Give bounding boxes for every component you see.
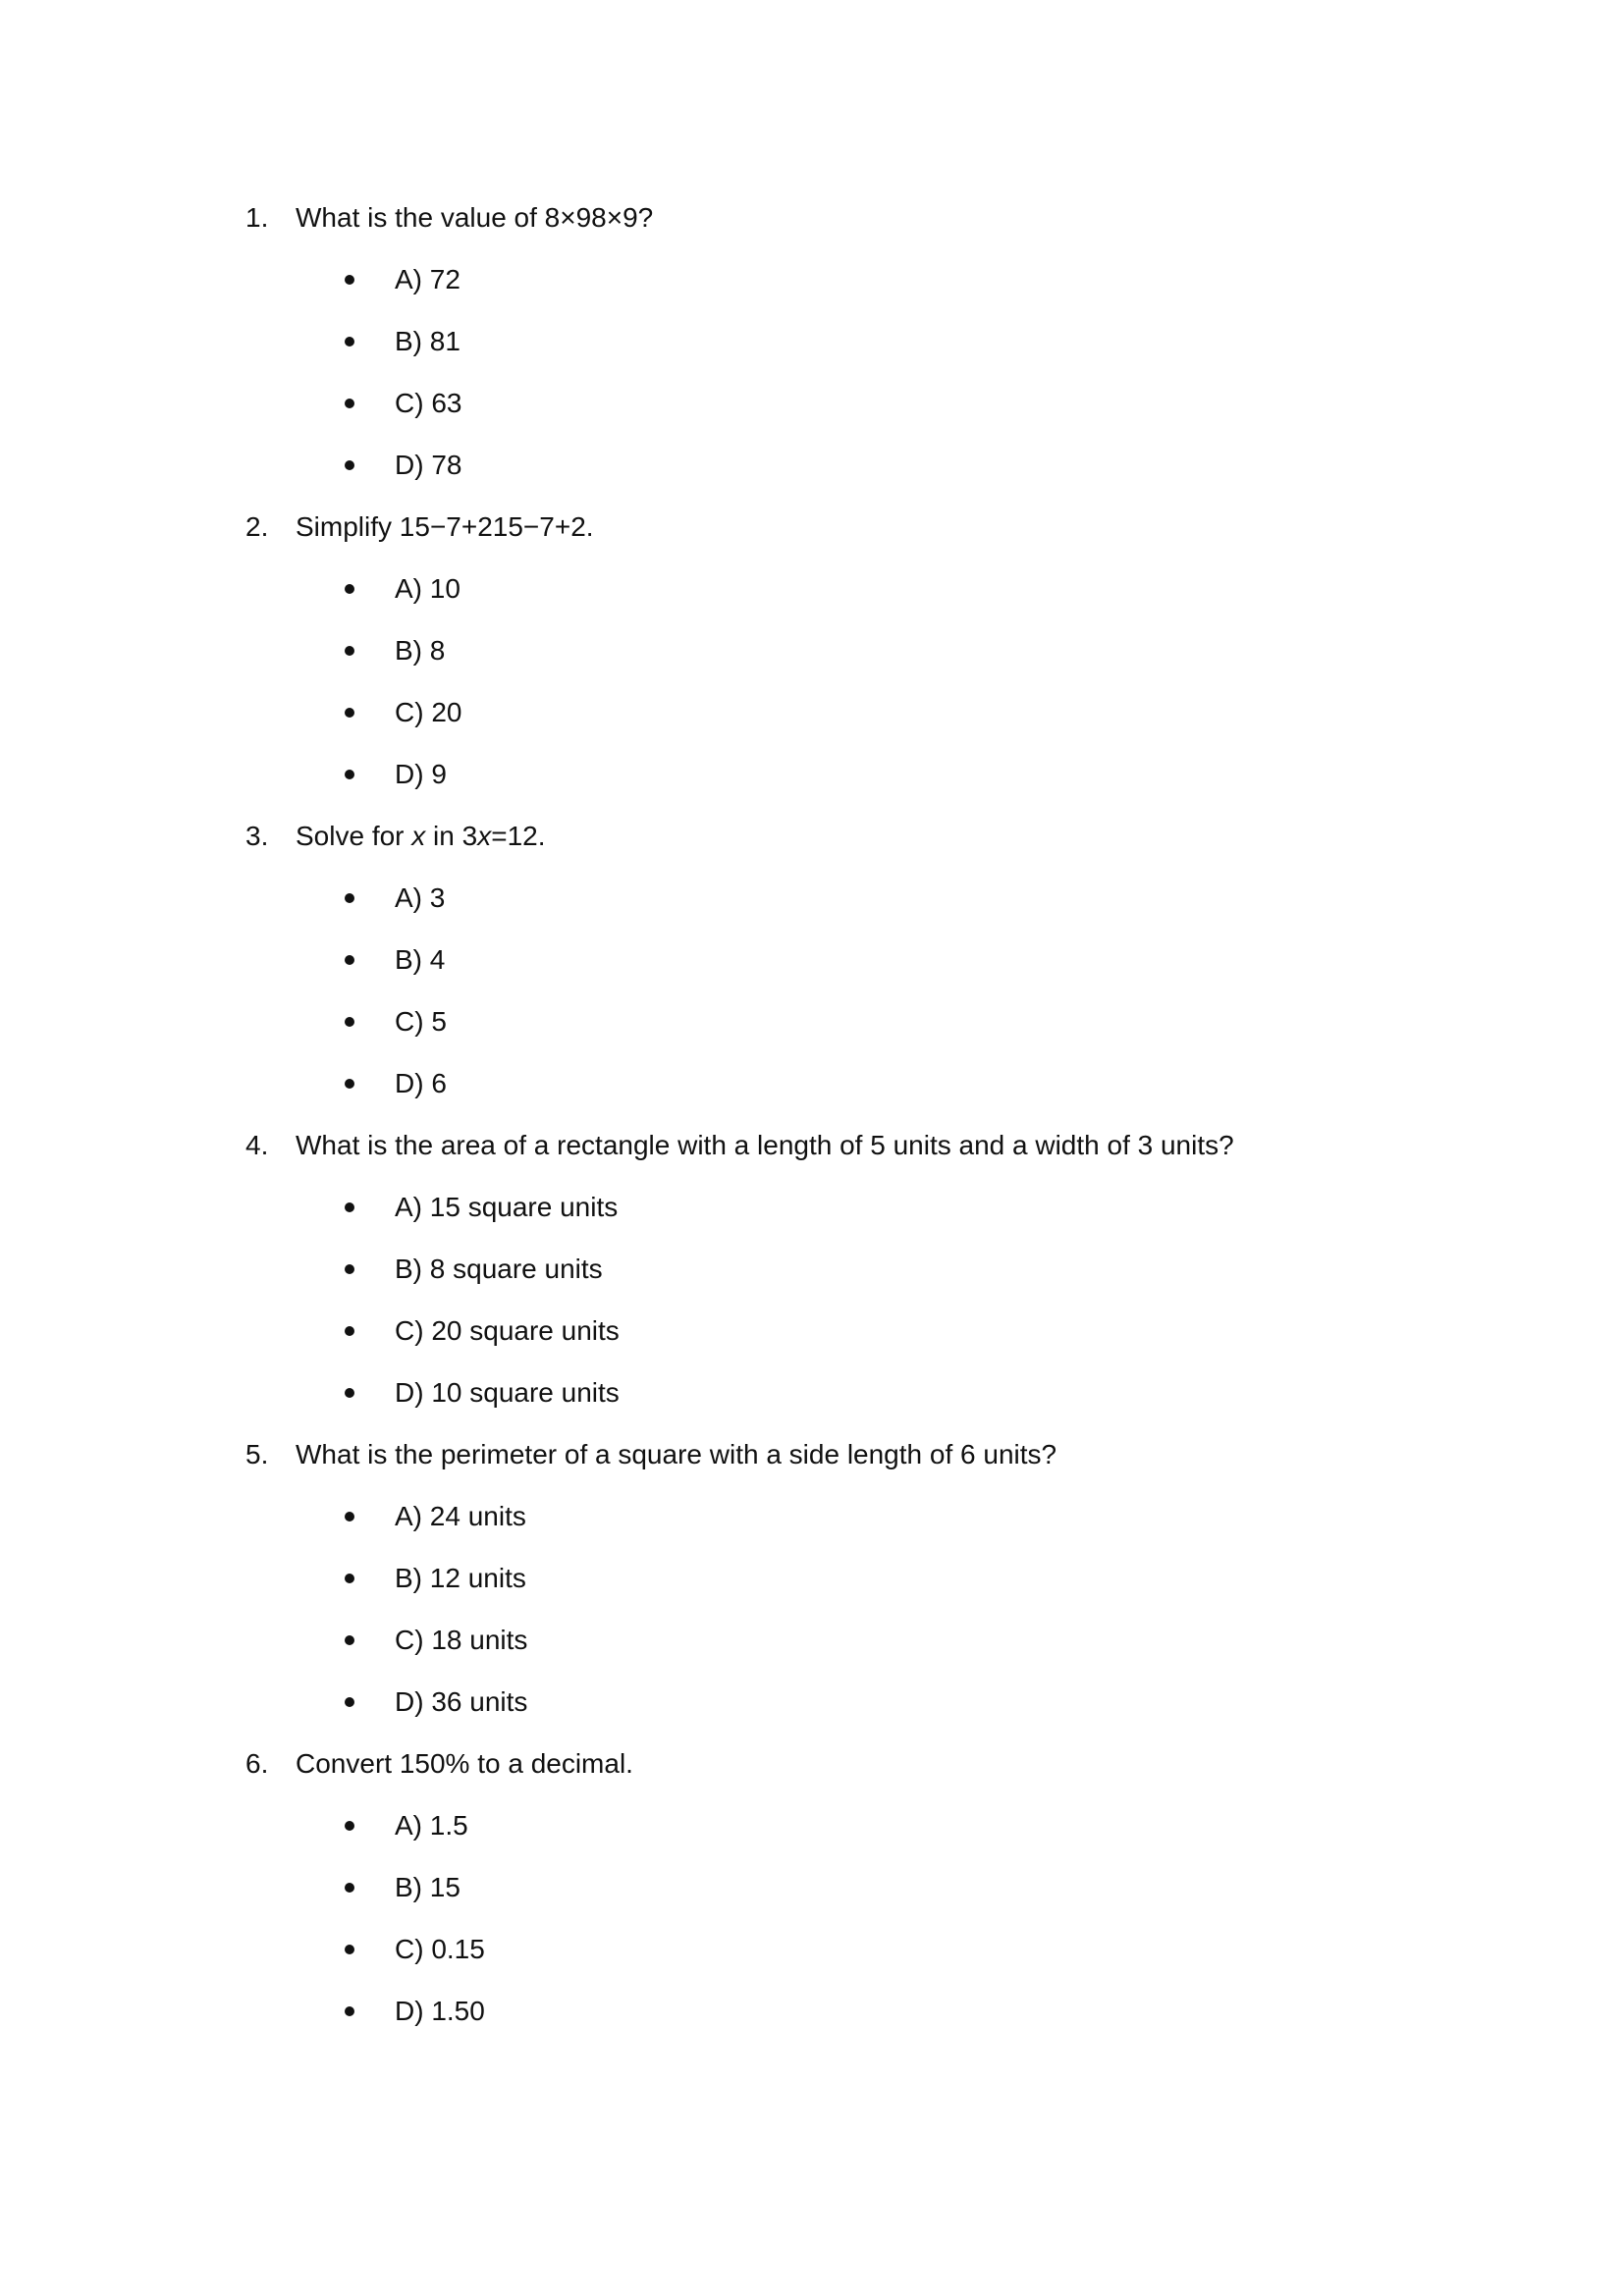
bullet-icon (345, 646, 354, 656)
question-text: What is the area of a rectangle with a length of 5 units and a width of 3 units? (296, 1130, 1234, 1160)
bullet-icon (345, 1883, 354, 1893)
option-text: B) 4 (395, 944, 446, 975)
option-item (0, 1609, 1624, 1671)
bullet-icon (345, 1697, 354, 1707)
bullet-icon (345, 337, 354, 347)
option-item (0, 1238, 1624, 1300)
question-4 (0, 1114, 1624, 1423)
bullet-icon (345, 893, 354, 903)
bullet-icon (345, 1821, 354, 1831)
bullet-icon (345, 1326, 354, 1336)
question-text-part: in 3 (425, 821, 478, 851)
bullet-icon (345, 1264, 354, 1274)
question-number: 4. (245, 1130, 269, 1160)
question-1 (0, 187, 1624, 496)
option-item (0, 372, 1624, 434)
math-variable: x (477, 821, 492, 851)
bullet-icon (345, 1079, 354, 1089)
option-text: B) 15 (395, 1872, 460, 1902)
bullet-icon (345, 1945, 354, 1954)
option-item (0, 310, 1624, 372)
option-item (0, 1362, 1624, 1423)
option-text: A) 1.5 (395, 1810, 468, 1841)
question-text-part: =12. (491, 821, 546, 851)
option-item (0, 1300, 1624, 1362)
question-line (0, 187, 1624, 248)
bullet-icon (345, 1574, 354, 1583)
question-number: 1. (245, 202, 269, 233)
math-variable: x (411, 821, 426, 851)
option-item (0, 681, 1624, 743)
option-text: C) 18 units (395, 1625, 528, 1655)
question-number: 5. (245, 1439, 269, 1469)
option-list (0, 558, 1624, 805)
option-text: B) 8 square units (395, 1254, 603, 1284)
option-item (0, 1980, 1624, 2042)
option-text: A) 72 (395, 264, 460, 294)
option-text: D) 36 units (395, 1686, 528, 1717)
bullet-icon (345, 1635, 354, 1645)
question-line (0, 1733, 1624, 1794)
option-text: C) 5 (395, 1006, 447, 1037)
option-item (0, 743, 1624, 805)
bullet-icon (345, 770, 354, 779)
option-text: B) 8 (395, 635, 446, 666)
question-text-part: Solve for (296, 821, 412, 851)
option-item (0, 1547, 1624, 1609)
bullet-icon (345, 1388, 354, 1398)
question-text: Convert 150% to a decimal. (296, 1748, 633, 1779)
question-text: What is the perimeter of a square with a side length of 6 units? (296, 1439, 1057, 1469)
option-item (0, 867, 1624, 929)
bullet-icon (345, 1017, 354, 1027)
option-text: D) 6 (395, 1068, 447, 1098)
option-text: C) 0.15 (395, 1934, 485, 1964)
option-text: D) 9 (395, 759, 447, 789)
option-text: A) 3 (395, 882, 446, 913)
option-item (0, 1794, 1624, 1856)
question-text: What is the value of 8×98×9? (296, 202, 654, 233)
bullet-icon (345, 399, 354, 408)
question-line (0, 1114, 1624, 1176)
option-list (0, 1485, 1624, 1733)
option-item (0, 929, 1624, 990)
bullet-icon (345, 1202, 354, 1212)
question-line (0, 496, 1624, 558)
question-2 (0, 496, 1624, 805)
option-text: C) 63 (395, 388, 462, 418)
option-item (0, 248, 1624, 310)
option-text: C) 20 square units (395, 1315, 620, 1346)
option-text: A) 24 units (395, 1501, 526, 1531)
option-item (0, 434, 1624, 496)
option-text: C) 20 (395, 697, 462, 727)
option-item (0, 990, 1624, 1052)
bullet-icon (345, 584, 354, 594)
option-text: B) 81 (395, 326, 460, 356)
option-item (0, 619, 1624, 681)
question-3 (0, 805, 1624, 1114)
option-list (0, 1794, 1624, 2042)
question-number: 2. (245, 511, 269, 542)
question-text: Simplify 15−7+215−7+2. (296, 511, 594, 542)
bullet-icon (345, 955, 354, 965)
question-number: 3. (245, 821, 269, 851)
option-text: D) 10 square units (395, 1377, 620, 1408)
bullet-icon (345, 460, 354, 470)
option-item (0, 558, 1624, 619)
option-list (0, 1176, 1624, 1423)
option-list (0, 248, 1624, 496)
bullet-icon (345, 708, 354, 718)
bullet-icon (345, 2006, 354, 2016)
option-text: B) 12 units (395, 1563, 526, 1593)
question-line (0, 805, 1624, 867)
option-text: D) 78 (395, 450, 462, 480)
bullet-icon (345, 1512, 354, 1522)
question-6 (0, 1733, 1624, 2042)
option-item (0, 1918, 1624, 1980)
quiz-list (0, 187, 1624, 2042)
option-item (0, 1485, 1624, 1547)
question-number: 6. (245, 1748, 269, 1779)
option-item (0, 1176, 1624, 1238)
question-text (296, 805, 546, 867)
option-item (0, 1671, 1624, 1733)
option-text: D) 1.50 (395, 1996, 485, 2026)
option-text: A) 15 square units (395, 1192, 619, 1222)
question-line (0, 1423, 1624, 1485)
question-5 (0, 1423, 1624, 1733)
option-text: A) 10 (395, 573, 460, 604)
option-item (0, 1052, 1624, 1114)
bullet-icon (345, 275, 354, 285)
option-item (0, 1856, 1624, 1918)
option-list (0, 867, 1624, 1114)
